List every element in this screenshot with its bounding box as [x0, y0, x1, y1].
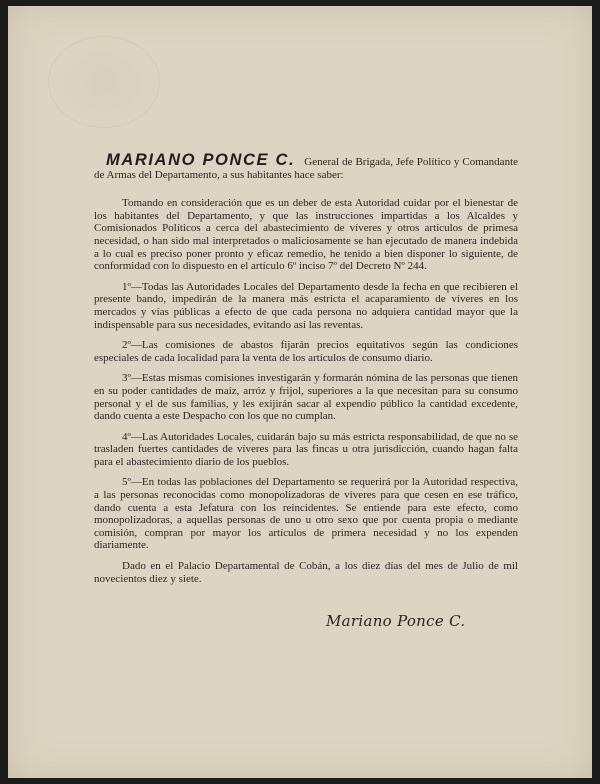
article-4-paragraph: 4º—Las Autoridades Locales, cuidarán bajo su más estricta responsabilidad, de que no se trasladen fuertes cantidades de víveres para las fincas u otra jurisdicción, cuando hagan falta para el abastecimiento diario de los pueblos. [94, 430, 518, 468]
article-2-paragraph: 2º—Las comisiones de abastos fijarán precios equitativos según las condiciones especiales de cada localidad para la venta de los artículos de consumo diario. [94, 339, 518, 364]
author-name: MARIANO PONCE C. [106, 151, 296, 169]
article-5-paragraph: 5º—En todas las poblaciones del Departamento se requerirá por la Autoridad respectiva, a las personas reconocidas como monopolizadoras de víveres para que cesen en ese tráfico, dando cuenta a esta Jefatura con los reincidentes. Se entiende para este efecto, como monopolizadoras, a aquellas personas de uno u otro sexo que por cuenta propia o mediante comisión, compran por mayor los artículos de primera necesidad y no los expenden diariamente. [94, 476, 518, 552]
author-title: General de Brigada, Jefe Político y Comandante de Armas del Departamento, a sus habitantes hace saber: [94, 156, 519, 181]
article-1-paragraph: 1º—Todas las Autoridades Locales del Departamento desde la fecha en que recibieren el presente bando, impedirán de la manera más estricta el acaparamiento de víveres en los mercados y vías públicas a efecto de que cada persona no adquiera cantidad mayor que la indispensable para sus necesidades, evitando así las reventas. [94, 280, 518, 331]
signature: Mariano Ponce C. [326, 612, 466, 630]
proclamation-header [94, 151, 519, 181]
document-page [8, 6, 592, 778]
article-3-paragraph: 3º—Estas mismas comisiones investigarán y formarán nómina de las personas que tienen en su poder cantidades de maíz, arróz y frijol, superiores a la que necesitan para su consumo personal y el de sus familias, y les exijirán sacar al expendio público la cantidad excedente, dando cuenta a este Despacho con los que no cumplan. [94, 372, 518, 423]
faded-seal [48, 36, 160, 128]
preamble-paragraph: Tomando en consideración que es un deber de esta Autoridad cuidar por el bienestar de los habitantes del Departamento, y que las instrucciones impartidas a los Alcaldes y Comisionados Políticos a cerca del abastecimiento de víveres y otros artículos de primesa necesidad, o han sido mal interpretados o maliciosamente se han ejecutado de manera indebida a lo cual es preciso poner pronto y eficaz remedio, he tenido a bien disponer lo siguiente, de conformidad con lo dispuesto en el artículo 6º inciso 7º del Decreto Nº 244. [94, 197, 518, 273]
proclamation-body [94, 151, 519, 593]
dated-closing-paragraph: Dado en el Palacio Departamental de Cobán, a los diez días del mes de Julio de mil novecientos diez y siete. [94, 560, 518, 585]
